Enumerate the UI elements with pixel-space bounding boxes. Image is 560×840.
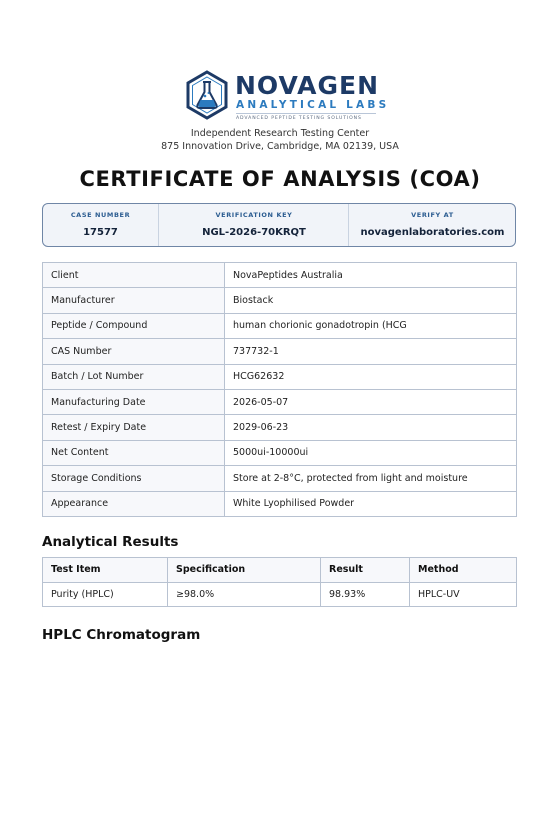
detail-value: NovaPeptides Australia bbox=[225, 263, 517, 288]
result-cell: 98.93% bbox=[321, 582, 410, 607]
table-row bbox=[43, 415, 517, 440]
verify-at-link[interactable]: novagenlaboratories.com bbox=[360, 227, 505, 238]
verify-at-cell bbox=[348, 204, 516, 246]
lab-name: NOVAGEN bbox=[235, 71, 380, 100]
result-cell: Purity (HPLC) bbox=[43, 582, 168, 607]
document-title: CERTIFICATE OF ANALYSIS (COA) bbox=[79, 167, 481, 191]
table-row bbox=[43, 364, 517, 389]
detail-label: Storage Conditions bbox=[43, 466, 225, 491]
table-header-row bbox=[43, 558, 517, 583]
table-row bbox=[43, 313, 517, 338]
product-details-table bbox=[42, 262, 517, 517]
lab-logo bbox=[185, 70, 390, 122]
table-row bbox=[43, 263, 517, 288]
detail-label: Peptide / Compound bbox=[43, 313, 225, 338]
address-line-1: Independent Research Testing Center bbox=[190, 128, 370, 139]
detail-value: Biostack bbox=[225, 288, 517, 313]
verification-key-value: NGL-2026-70KRQT bbox=[202, 227, 306, 238]
column-header: Result bbox=[321, 558, 410, 583]
address-line-2: 875 Innovation Drive, Cambridge, MA 02139, USA bbox=[161, 141, 399, 152]
table-row bbox=[43, 288, 517, 313]
table-row bbox=[43, 582, 517, 607]
verify-at-label: VERIFY AT bbox=[411, 211, 454, 219]
detail-label: Appearance bbox=[43, 491, 225, 516]
detail-value: Store at 2-8°C, protected from light and moisture bbox=[225, 466, 517, 491]
detail-label: Net Content bbox=[43, 440, 225, 465]
detail-value: HCG62632 bbox=[225, 364, 517, 389]
result-cell: ≥98.0% bbox=[168, 582, 321, 607]
detail-label: Manufacturing Date bbox=[43, 389, 225, 414]
detail-value: 2029-06-23 bbox=[225, 415, 517, 440]
case-number-value: 17577 bbox=[83, 227, 118, 238]
table-row bbox=[43, 389, 517, 414]
detail-label: Manufacturer bbox=[43, 288, 225, 313]
verification-key-label: VERIFICATION KEY bbox=[215, 211, 293, 219]
case-number-label: CASE NUMBER bbox=[70, 211, 131, 219]
lab-tagline: ADVANCED PEPTIDE TESTING SOLUTIONS bbox=[236, 116, 362, 121]
table-row bbox=[43, 339, 517, 364]
result-cell: HPLC-UV bbox=[410, 582, 517, 607]
detail-value: 5000ui-10000ui bbox=[225, 440, 517, 465]
table-row bbox=[43, 491, 517, 516]
detail-value: 737732-1 bbox=[225, 339, 517, 364]
detail-label: Retest / Expiry Date bbox=[43, 415, 225, 440]
table-row bbox=[43, 466, 517, 491]
analytical-results-heading: Analytical Results bbox=[42, 534, 179, 550]
analytical-results-table bbox=[42, 557, 517, 607]
detail-label: Client bbox=[43, 263, 225, 288]
detail-value: human chorionic gonadotropin (HCG bbox=[225, 313, 517, 338]
table-row bbox=[43, 440, 517, 465]
detail-label: CAS Number bbox=[43, 339, 225, 364]
detail-value: White Lyophilised Powder bbox=[225, 491, 517, 516]
chromatogram-heading: HPLC Chromatogram bbox=[42, 627, 201, 643]
detail-label: Batch / Lot Number bbox=[43, 364, 225, 389]
detail-value: 2026-05-07 bbox=[225, 389, 517, 414]
lab-subtitle: ANALYTICAL LABS bbox=[236, 99, 390, 111]
case-info-box bbox=[42, 203, 516, 247]
column-header: Specification bbox=[168, 558, 321, 583]
column-header: Test Item bbox=[43, 558, 168, 583]
case-number-cell bbox=[43, 204, 158, 246]
verification-key-cell bbox=[158, 204, 349, 246]
column-header: Method bbox=[410, 558, 517, 583]
logo-divider bbox=[236, 113, 376, 114]
hexagon-flask-icon bbox=[185, 70, 229, 120]
